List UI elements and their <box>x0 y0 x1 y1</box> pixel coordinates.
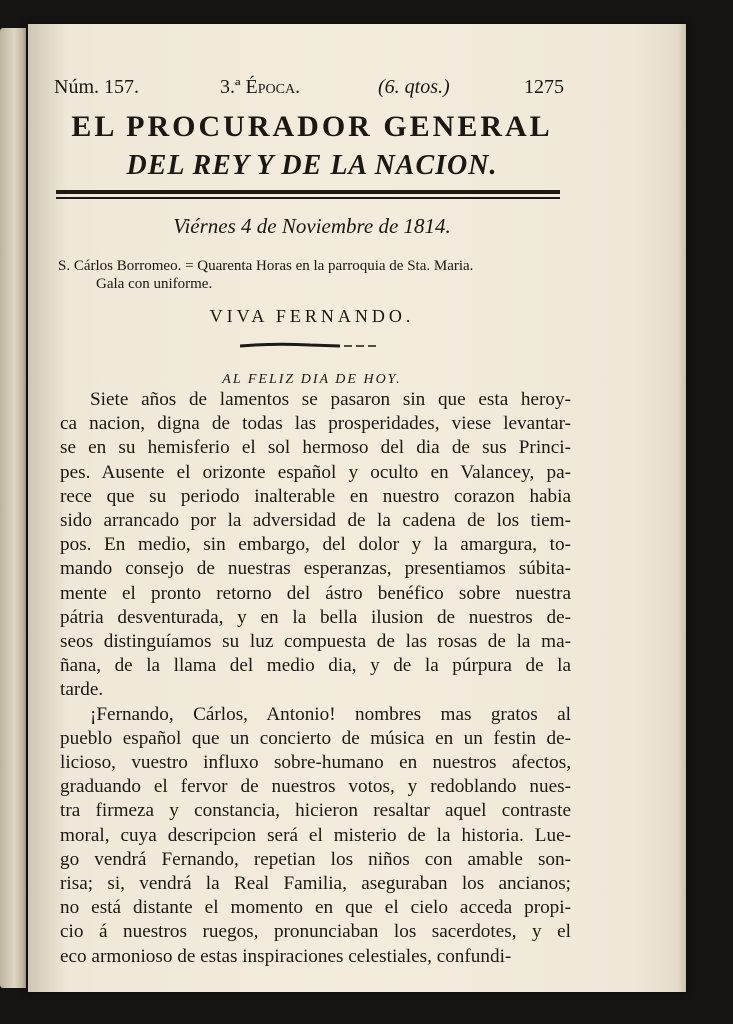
ornament-rule-icon <box>240 342 380 350</box>
masthead-rule-thin <box>56 197 560 199</box>
body-line: no está distante el momento en que el cielo acceda propi- <box>60 897 571 919</box>
body-line: graduando el fervor de nuestros votos, y redoblando nues- <box>60 776 571 798</box>
body-line: ¡Fernando, Cárlos, Antonio! nombres mas gratos al <box>90 703 571 725</box>
body-line: tarde. <box>60 679 104 701</box>
body-line: pueblo español que un concierto de música en un festin de- <box>60 727 571 749</box>
body-line: mando consejo de nuestras esperanzas, presentiamos súbita- <box>60 558 571 580</box>
page-edge <box>678 24 686 992</box>
dress-line: Gala con uniforme. <box>96 276 213 292</box>
body-line: Siete años de lamentos se pasaron sin que esta heroy- <box>90 389 571 410</box>
masthead-subtitle: DEL REY Y DE LA NACION. <box>126 150 498 181</box>
section-title: AL FELIZ DIA DE HOY. <box>222 372 402 387</box>
body-line: seos distinguíamos su luz compuesta de las rosas de la ma- <box>60 631 571 652</box>
issue-number: Núm. 157. <box>54 76 139 98</box>
body-line: ñana, de la llama del medio dia, y de la púrpura de la <box>60 655 571 677</box>
body-line: pátria desventurada, y en la bella ilusion de nuestros de- <box>60 606 571 628</box>
body-line: pes. Ausente el orizonte español y oculto en Valancey, pa- <box>60 461 571 483</box>
body-line: tra firmeza y constancia, hicieron resaltar aquel contraste <box>60 800 571 822</box>
body-line: risa; si, vendrá la Real Familia, aseguraban los ancianos; <box>60 873 571 894</box>
body-line: ca nacion, digna de todas las prosperidades, viese levantar- <box>60 413 571 435</box>
left-page-edge <box>0 28 26 988</box>
quarto-label: (6. qtos.) <box>378 76 450 98</box>
newspaper-page <box>28 24 686 992</box>
body-line: moral, cuya descripcion será el misterio de la historia. Lue- <box>60 824 571 846</box>
masthead-rule-thick <box>56 190 560 194</box>
body-line: rece que su periodo inalterable en nuestro corazon habia <box>60 485 571 507</box>
saints-line: S. Cárlos Borromeo. = Quarenta Horas en la parroquia de Sta. Maria. <box>58 258 474 274</box>
body-line: cio á nuestros ruegos, pronunciaban los sacerdotes, y el <box>60 921 571 943</box>
motto: VIVA FERNANDO. <box>209 306 415 326</box>
body-line: se en su hemisferio el sol hermoso del dia de sus Princi- <box>60 437 571 459</box>
page-number: 1275 <box>524 76 564 98</box>
masthead-title: EL PROCURADOR GENERAL <box>71 110 553 143</box>
body-line: mente el pronto retorno del ástro benéfico sobre nuestra <box>60 582 571 604</box>
body-line: go vendrá Fernando, repetian los niños con amable son- <box>60 848 571 870</box>
body-line: eco armonioso de estas inspiraciones celestiales, confundi- <box>60 945 512 967</box>
body-line: licioso, vuestro influxo sobre-humano en nuestros afectos, <box>60 752 571 773</box>
body-line: sido arrancado por la adversidad de la cadena de los tiem- <box>60 510 571 531</box>
body-line: pos. En medio, sin embargo, del dolor y la amargura, to- <box>60 534 571 556</box>
issue-date: Viérnes 4 de Noviembre de 1814. <box>173 214 451 238</box>
epoch-label: 3.ª Época. <box>220 76 301 98</box>
